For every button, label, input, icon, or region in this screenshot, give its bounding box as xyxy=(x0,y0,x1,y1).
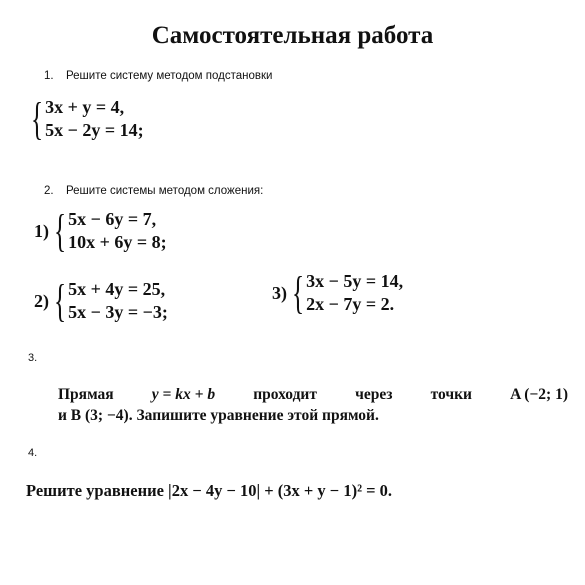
system-equations xyxy=(306,270,403,316)
system-eq1: 3x − 5y = 14, xyxy=(306,271,404,291)
task2-system-1 xyxy=(34,205,167,256)
task3-formula: y = kx + b xyxy=(151,386,216,403)
task1-heading xyxy=(44,70,272,82)
brace-glyph: { xyxy=(53,275,67,326)
system-equations xyxy=(68,208,167,254)
task3-word: Прямая xyxy=(58,386,114,403)
task3-text xyxy=(58,384,568,426)
system-label: 1) xyxy=(34,220,49,241)
task1-eq1: 3x + y = 4, xyxy=(45,97,125,117)
system-equations xyxy=(68,278,168,324)
brace-glyph: { xyxy=(53,205,67,256)
task2-number: 2. xyxy=(44,185,54,197)
task3-word: проходит xyxy=(253,386,317,403)
task4-text: Решите уравнение |2x − 4y − 10| + (3x + y − 1)² = 0. xyxy=(26,481,393,500)
task3-line1 xyxy=(58,384,568,405)
task3-point-a: A (−2; 1) xyxy=(510,386,568,403)
system-eq1: 5x − 6y = 7, xyxy=(68,209,157,229)
brace-glyph: { xyxy=(291,267,305,318)
task2-instruction: Решите системы методом сложения: xyxy=(66,185,264,197)
system-eq2: 5x − 3y = −3; xyxy=(68,302,168,322)
system-eq2: 2x − 7y = 2. xyxy=(306,294,395,314)
task3-number: 3. xyxy=(28,352,38,364)
task3-word: точки xyxy=(430,386,472,403)
task1-equations xyxy=(45,96,144,142)
system-label: 2) xyxy=(34,290,49,311)
brace-glyph: { xyxy=(30,93,44,144)
task1-eq2: 5x − 2y = 14; xyxy=(45,120,144,140)
task4-number: 4. xyxy=(28,447,38,459)
task3-line2: и B (3; −4). Запишите уравнение этой прямой. xyxy=(58,407,379,424)
page-title: Самостоятельная работа xyxy=(151,22,434,49)
task1-instruction: Решите систему методом подстановки xyxy=(66,70,273,82)
task3-word: через xyxy=(355,386,393,403)
system-eq1: 5x + 4y = 25, xyxy=(68,279,166,299)
task2-heading xyxy=(44,185,263,197)
task2-system-3 xyxy=(272,267,404,318)
task1-number: 1. xyxy=(44,70,54,82)
task1-system xyxy=(30,93,144,144)
task2-system-2 xyxy=(34,275,168,326)
system-eq2: 10x + 6y = 8; xyxy=(68,232,167,252)
system-label: 3) xyxy=(272,282,287,303)
